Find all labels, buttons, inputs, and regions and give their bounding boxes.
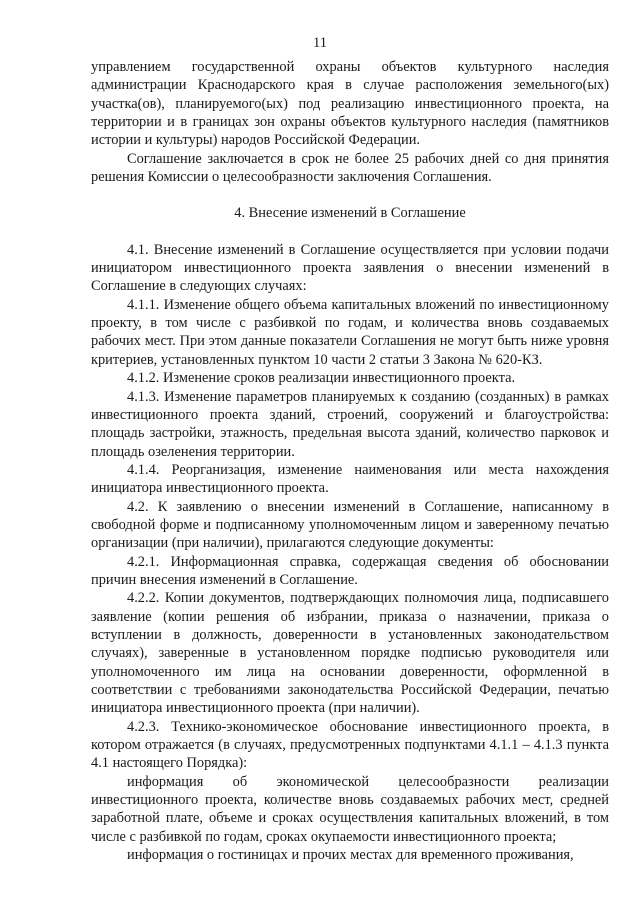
paragraph-4-1-1: 4.1.1. Изменение общего объема капитальных вложений по инвестиционному проекту, в том числе с разбивкой по годам, и количества вновь создаваемых рабочих мест. При этом данные показатели Соглашения не могут быть ниже уровня критериев, установленных пунктом 10 части 2 статьи 3 Закона № 620-КЗ. (91, 296, 609, 368)
paragraph-4-1-3: 4.1.3. Изменение параметров планируемых к созданию (созданных) в рамках инвестиционного проекта зданий, строений, сооружений и благоустройства: площадь застройки, этажность, предельная высота зданий, количество парковок и площадь озеленения территории. (91, 388, 609, 460)
paragraph-economic-info: информация об экономической целесообразности реализации инвестиционного проекта, количестве вновь создаваемых рабочих мест, средней заработной плате, объеме и сроках осуществления капитальных вложений, в том числе с разбивкой по годам, сроках окупаемости инвестиционного проекта; (91, 773, 609, 845)
paragraph-hotels-info: информация о гостиницах и прочих местах для временного проживания, (127, 847, 574, 864)
paragraph-4-2-3: 4.2.3. Технико-экономическое обоснование инвестиционного проекта, в котором отражается (в случаях, предусмотренных подпунктами 4.1.1 – 4.1.3 пункта 4.1 настоящего Порядка): (91, 718, 609, 772)
paragraph-4-2-1: 4.2.1. Информационная справка, содержащая сведения об обосновании причин внесения изменений в Соглашение. (91, 553, 609, 588)
paragraph-4-1-4: 4.1.4. Реорганизация, изменение наименования или места нахождения инициатора инвестиционного проекта. (91, 461, 609, 497)
document-body (91, 58, 609, 864)
paragraph-4-2: 4.2. К заявлению о внесении изменений в Соглашение, написанному в свободной форме и подписанному уполномоченным лицом и заверенному печатью организации (при наличии), прилагаются следующие документы: (91, 498, 609, 552)
section-heading: 4. Внесение изменений в Соглашение (234, 205, 466, 222)
paragraph-4-1-2: 4.1.2. Изменение сроков реализации инвестиционного проекта. (127, 370, 516, 387)
paragraph-continuation: управлением государственной охраны объектов культурного наследия администрации Краснодарского края в случае расположения земельного(ых) участка(ов), планируемого(ых) под реализацию инвестиционного проекта, на территории и в границах зон охраны объектов культурного наследия (памятников истории и культуры) народов Российской Федерации. (91, 59, 609, 149)
page-number: 11 (313, 35, 327, 51)
paragraph-4-1: 4.1. Внесение изменений в Соглашение осуществляется при условии подачи инициатором инвестиционного проекта заявления о внесении изменений в Соглашение в следующих случаях: (91, 241, 609, 295)
paragraph-4-2-2: 4.2.2. Копии документов, подтверждающих полномочия лица, подписавшего заявление (копии решения об избрании, приказа о назначении, приказа о вступлении в должность, доверенности в установленных законодательством случаях), заверенные в установленном порядке подписью руководителя или уполномоченного им лица на основании доверенности, оформленной в соответствии с требованиями законодательства Российской Федерации, печатью инициатора инвестиционного проекта (при наличии). (91, 590, 609, 717)
paragraph-agreement-term: Соглашение заключается в срок не более 25 рабочих дней со дня принятия решения Комиссии о целесообразности заключения Соглашения. (91, 150, 609, 186)
